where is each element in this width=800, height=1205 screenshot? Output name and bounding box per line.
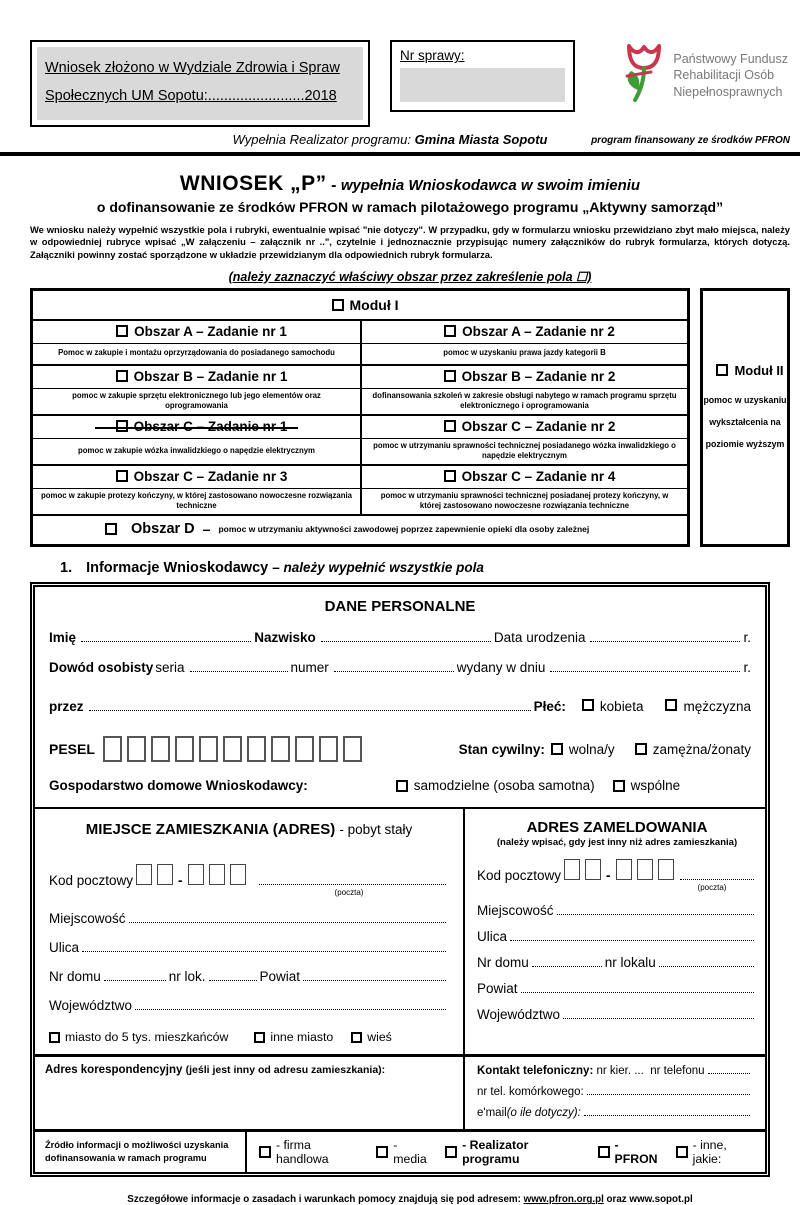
sopot-link[interactable]: www.sopot.pl: [629, 1194, 693, 1205]
registered-county-line: [477, 981, 757, 996]
issued-by-label: przez: [49, 699, 84, 715]
checkbox-sex-female[interactable]: [582, 699, 594, 711]
pesel-digit-box[interactable]: [151, 736, 170, 762]
checkbox-modul-2[interactable]: [716, 364, 728, 376]
first-name-label: Imię: [49, 630, 77, 646]
house-number-label: Nr domu: [49, 969, 101, 985]
obszar-d-dash: –: [202, 521, 211, 538]
checkbox-other-town[interactable]: [254, 1032, 265, 1043]
voivodeship-field[interactable]: [135, 999, 446, 1010]
checkbox-obszar-b1[interactable]: [116, 370, 128, 382]
postal-digit-box[interactable]: [157, 864, 173, 885]
email-field[interactable]: [584, 1107, 750, 1116]
county-label: Powiat: [477, 981, 518, 997]
county-label: Powiat: [259, 969, 301, 985]
street-label: Ulica: [49, 940, 80, 956]
obszar-d-desc: pomoc w utrzymaniu aktywności zawodowej poprzez zapewnienie opieki dla osoby zależnej: [218, 524, 590, 535]
checkbox-obszar-c3[interactable]: [116, 470, 128, 482]
obszar-b2-desc: dofinansowania szkoleń w zakresie obsługi nabytego w ramach programu sprzętu elektronicznego i oprogramowania: [360, 389, 687, 414]
id-issued-field[interactable]: [550, 661, 740, 672]
residence-header-label: MIEJSCE ZAMIESZKANIA (ADRES): [85, 821, 336, 839]
mobile-field[interactable]: [587, 1086, 750, 1095]
pesel-digit-box[interactable]: [319, 736, 338, 762]
pfron-logo: [621, 42, 790, 109]
obszar-b1-label: Obszar B – Zadanie nr 1: [133, 368, 288, 384]
cell-obszar-d: [33, 514, 687, 544]
mobile-label: nr tel. komórkowego:: [477, 1086, 584, 1099]
id-series-field[interactable]: [190, 661, 288, 672]
postal-digit-box[interactable]: [616, 859, 632, 880]
obszar-c2-desc: pomoc w utrzymaniu sprawności technicznej posiadanego wózka inwalidzkiego o napędzie elektrycznym: [360, 439, 687, 464]
phone-field[interactable]: [708, 1065, 750, 1074]
registered-street-line: [477, 929, 757, 944]
cell-obszar-c1-struck: [33, 416, 360, 438]
obszar-c4-desc: pomoc w utrzymaniu sprawności technicznej posiadanej protezy kończyny, w której zastosowano nowoczesne rozwiązania techniczne: [360, 489, 687, 514]
checkbox-obszar-a1[interactable]: [116, 325, 128, 337]
footer-note: [30, 1194, 790, 1205]
selection-note: (należy zaznaczyć właściwy obszar przez zakreślenie pola ☐): [228, 269, 592, 284]
postal-digit-box[interactable]: [637, 859, 653, 880]
checkbox-marital-married[interactable]: [635, 743, 647, 755]
case-number-label: Nr sprawy:: [400, 48, 465, 63]
form-subtitle: o dofinansowanie ze środków PFRON w ramach pilotażowego programu „Aktywny samorząd”: [96, 198, 724, 215]
residence-street-line: [49, 940, 449, 955]
postal-dash: -: [606, 868, 611, 884]
checkbox-obszar-c1[interactable]: [116, 420, 128, 432]
checkbox-obszar-b2[interactable]: [444, 370, 456, 382]
birth-date-label: Data urodzenia: [493, 630, 586, 646]
residence-address-cell: [35, 809, 463, 1054]
locality-option-other-town: inne miasto: [270, 1030, 334, 1045]
registered-house-line: [477, 955, 757, 970]
city-field[interactable]: [557, 904, 754, 915]
post-office-field[interactable]: [680, 869, 754, 880]
postal-dash: -: [178, 873, 183, 889]
last-name-field[interactable]: [321, 631, 491, 642]
source-option-realizator: - Realizator programu: [462, 1138, 529, 1167]
marital-label: Stan cywilny:: [458, 741, 545, 757]
registered-address-cell: [463, 809, 769, 1054]
checkbox-source-pfron[interactable]: [598, 1146, 610, 1158]
obszar-d-label: Obszar D: [131, 521, 195, 538]
footer-conj: oraz: [603, 1194, 630, 1205]
case-number-box: [390, 40, 575, 112]
obszar-c2-label: Obszar C – Zadanie nr 2: [461, 418, 616, 434]
table-row: [33, 319, 687, 343]
checkbox-obszar-c2[interactable]: [444, 420, 456, 432]
contact-cell: [463, 1057, 765, 1129]
cell-obszar-b1: [33, 366, 360, 388]
pesel-digit-box[interactable]: [247, 736, 266, 762]
post-office-field[interactable]: [259, 874, 446, 885]
flat-number-label: nr lok.: [168, 969, 206, 985]
first-name-field[interactable]: [81, 631, 251, 642]
personal-data-section: [35, 587, 765, 807]
obszar-a1-label: Obszar A – Zadanie nr 1: [134, 323, 287, 339]
postal-code-label: Kod pocztowy: [477, 868, 562, 884]
mobile-line: [477, 1086, 753, 1098]
flat-number-label: nr lokalu: [604, 955, 656, 971]
area-code-label: nr kier. ...: [596, 1065, 644, 1078]
tulip-icon: [621, 42, 667, 109]
postal-digit-box[interactable]: [658, 859, 674, 880]
table-row: [33, 343, 687, 364]
pesel-label: PESEL: [49, 741, 95, 758]
intro-paragraph: We wniosku należy wypełnić wszystkie pola i rubryki, ewentualnie wpisać "nie dotyczy". W przypadku, gdy w formularzu wniosku przewidziano zbyt mało miejsca, należy w odpowiedniej rubryce wpisać „W załączeniu – załącznik nr ..", czytelnie i jednoznacznie przypisując numery załączników do rubryk formularza, których dotyczą. Załączniki powinny zostać sporządzone w układzie przewidzianym dla odpowiednich rubryk formularza.: [30, 223, 790, 260]
module2-box: [700, 288, 790, 548]
obszar-a2-desc: pomoc w uzyskaniu prawa jazdy kategorii B: [360, 344, 687, 364]
obszar-b2-label: Obszar B – Zadanie nr 2: [461, 368, 616, 384]
realizator-label: Wypełnia Realizator programu:: [232, 131, 415, 147]
sex-option-female: kobieta: [599, 699, 644, 715]
voivodeship-label: Województwo: [49, 998, 133, 1014]
cell-obszar-a2: [360, 321, 687, 343]
module-selection: [30, 288, 790, 548]
pesel-digit-box[interactable]: [343, 736, 362, 762]
street-field[interactable]: [82, 941, 446, 952]
content: [0, 156, 800, 1205]
checkbox-household-shared[interactable]: [613, 780, 625, 792]
id-issued-label: wydany w dniu: [456, 660, 546, 676]
case-number-field[interactable]: [400, 68, 565, 102]
info-source-section: [35, 1129, 765, 1172]
last-name-label: Nazwisko: [254, 630, 316, 646]
table-row: [33, 464, 687, 488]
registered-header: ADRES ZAMELDOWANIA: [526, 819, 708, 837]
logo-line2: Rehabilitacji Osób: [673, 68, 775, 83]
realizator-note: [170, 132, 610, 147]
checkbox-village[interactable]: [351, 1032, 362, 1043]
correspondence-cell: [35, 1057, 463, 1129]
correspondence-contact-section: [35, 1054, 765, 1129]
realizator-value: Gmina Miasta Sopotu: [414, 131, 548, 147]
residence-house-line: [49, 969, 449, 984]
checkbox-household-single[interactable]: [396, 780, 408, 792]
checkbox-marital-single[interactable]: [551, 743, 563, 755]
cell-obszar-c3: [33, 466, 360, 488]
module2-desc: pomoc w uzyskaniu wykształcenia na poziomie wyższym: [703, 394, 787, 449]
sex-label: Płeć:: [533, 699, 566, 715]
name-line: [49, 630, 751, 645]
marital-option-single: wolna/y: [568, 741, 615, 757]
post-office-hint: (poczta): [334, 888, 364, 898]
post-office-hint: (poczta): [697, 883, 727, 893]
checkbox-source-media[interactable]: [376, 1146, 388, 1158]
postal-digit-box[interactable]: [188, 864, 204, 885]
id-number-label: numer: [290, 660, 329, 676]
flat-number-field[interactable]: [209, 970, 257, 981]
locality-option-small-town: miasto do 5 tys. mieszkańców: [65, 1030, 229, 1045]
residence-header-suffix: - pobyt stały: [339, 822, 413, 838]
postal-digit-box[interactable]: [209, 864, 225, 885]
checkbox-obszar-a2[interactable]: [444, 325, 456, 337]
table-row: [33, 414, 687, 438]
locality-type-line: [49, 1030, 449, 1044]
year-suffix: r.: [743, 630, 751, 646]
voivodeship-label: Województwo: [477, 1007, 561, 1023]
city-field[interactable]: [129, 912, 446, 923]
household-option-single: samodzielne (osoba samotna): [413, 778, 595, 794]
submission-line1: Wniosek złożono w Wydziale Zdrowia i Spraw: [45, 60, 340, 76]
correspondence-note: (jeśli jest inny od adresu zamieszkania):: [185, 1064, 386, 1077]
pesel-digit-box[interactable]: [199, 736, 218, 762]
pfron-logo-text: [673, 51, 788, 100]
applicant-info-box: [30, 582, 770, 1177]
checkbox-source-company[interactable]: [259, 1146, 271, 1158]
marital-group: [459, 742, 751, 757]
street-label: Ulica: [477, 929, 508, 945]
obszar-a2-label: Obszar A – Zadanie nr 2: [462, 323, 615, 339]
correspondence-label: Adres korespondencyjny: [45, 1064, 186, 1077]
phone-line: [477, 1065, 753, 1077]
city-label: Miejscowość: [49, 911, 126, 927]
residence-postal-line: [49, 864, 449, 888]
submission-office-box: [30, 40, 370, 127]
city-label: Miejscowość: [477, 903, 554, 919]
obszar-c3-desc: pomoc w zakupie protezy kończyny, w której zastosowano nowoczesne rozwiązania techniczne: [41, 491, 352, 511]
source-option-other: - inne, jakie:: [692, 1138, 727, 1167]
logo-line3: Niepełnosprawnych: [673, 84, 783, 99]
postal-digit-box[interactable]: [136, 864, 152, 885]
contact-label: Kontakt telefoniczny:: [477, 1065, 594, 1078]
section1-number: 1.: [60, 560, 73, 577]
cell-obszar-b2: [360, 366, 687, 388]
pesel-digit-box[interactable]: [295, 736, 314, 762]
funding-note: program finansowany ze środków PFRON: [591, 134, 790, 146]
street-field[interactable]: [510, 930, 754, 941]
postal-code-label: Kod pocztowy: [49, 873, 134, 889]
registered-subheader: (należy wpisać, gdy jest inny niż adres zamieszkania): [496, 837, 738, 849]
module2-header-label: Moduł II: [734, 362, 784, 378]
issued-by-line: [49, 699, 751, 714]
postal-digit-box[interactable]: [230, 864, 246, 885]
checkbox-small-town[interactable]: [49, 1032, 60, 1043]
module1-table: [30, 288, 690, 548]
source-option-media: - media: [393, 1138, 427, 1167]
birth-date-field[interactable]: [590, 631, 740, 642]
issued-by-field[interactable]: [89, 700, 531, 711]
county-field[interactable]: [521, 982, 754, 993]
registered-postal-line: [477, 859, 757, 883]
footer-prefix: Szczegółowe informacje o zasadach i warunkach pomocy znajdują się pod adresem:: [127, 1194, 524, 1205]
id-number-field[interactable]: [334, 661, 454, 672]
address-section: [35, 807, 765, 1054]
personal-data-header: DANE PERSONALNE: [324, 598, 476, 616]
table-row: [33, 388, 687, 414]
checkbox-sex-male[interactable]: [665, 699, 677, 711]
pesel-digit-box[interactable]: [127, 736, 146, 762]
household-label: Gospodarstwo domowe Wnioskodawcy:: [49, 778, 308, 794]
county-field[interactable]: [303, 970, 446, 981]
obszar-c1-label: Obszar C – Zadanie nr 1: [133, 418, 288, 434]
cell-obszar-a1: [33, 321, 360, 343]
residence-header: [49, 821, 449, 838]
form-title-dash: -: [331, 176, 337, 194]
registered-city-line: [477, 903, 757, 918]
locality-option-village: wieś: [367, 1030, 392, 1045]
checkbox-modul-1[interactable]: [332, 299, 344, 311]
section1-title: Informacje Wnioskodawcy: [86, 560, 269, 577]
pfron-link[interactable]: www.pfron.org.pl: [523, 1194, 604, 1205]
checkbox-obszar-d[interactable]: [105, 523, 117, 535]
module1-header-label: Moduł I: [349, 296, 399, 313]
postal-digit-box[interactable]: [585, 859, 601, 880]
postal-digit-box[interactable]: [564, 859, 580, 880]
flat-number-field[interactable]: [659, 956, 754, 967]
checkbox-source-realizator[interactable]: [445, 1146, 457, 1158]
form-title-main: WNIOSEK „P”: [179, 171, 327, 195]
pesel-digit-box[interactable]: [223, 736, 242, 762]
house-number-label: Nr domu: [477, 955, 529, 971]
submission-office-shaded: [37, 47, 363, 120]
section1-heading: [60, 560, 790, 576]
registered-voivodeship-line: [477, 1007, 757, 1022]
email-line: [477, 1107, 753, 1119]
sex-option-male: mężczyzna: [683, 699, 751, 715]
pesel-line: [49, 736, 751, 762]
section1-note: – należy wypełnić wszystkie pola: [272, 560, 484, 576]
residence-city-line: [49, 911, 449, 926]
obszar-c3-label: Obszar C – Zadanie nr 3: [133, 469, 288, 485]
form-title: [30, 172, 790, 196]
checkbox-source-other[interactable]: [676, 1146, 688, 1158]
module1-header: [33, 291, 687, 319]
table-row: [33, 438, 687, 464]
voivodeship-field[interactable]: [563, 1008, 754, 1019]
submission-line2: Społecznych UM Sopotu:........................2018: [45, 88, 337, 105]
form-title-note: wypełnia Wnioskodawca w swoim imieniu: [340, 176, 641, 194]
module2-header: [706, 363, 783, 378]
pesel-digit-box[interactable]: [103, 736, 122, 762]
logo-line1: Państwowy Fundusz: [673, 52, 788, 67]
cell-obszar-c4: [360, 466, 687, 488]
id-series-label: seria: [155, 660, 185, 676]
info-source-label: Źródło informacji o możliwości uzyskania dofinansowania w ramach programu: [35, 1132, 247, 1172]
subheader: [0, 132, 800, 150]
obszar-c4-label: Obszar C – Zadanie nr 4: [461, 469, 616, 485]
email-note: (o ile dotyczy):: [506, 1107, 581, 1120]
pesel-boxes: [103, 736, 362, 762]
household-option-shared: wspólne: [630, 778, 681, 794]
household-line: [49, 778, 751, 793]
checkbox-obszar-c4[interactable]: [444, 470, 456, 482]
obszar-a1-desc: Pomoc w zakupie i montażu oprzyrządowania do posiadanego samochodu: [58, 348, 335, 358]
id-document-line: [49, 660, 751, 675]
cell-obszar-c2: [360, 416, 687, 438]
source-option-pfron: - PFRON: [614, 1138, 658, 1167]
year-suffix: r.: [743, 660, 751, 676]
marital-option-married: zamężna/żonaty: [652, 741, 751, 757]
table-row: [33, 488, 687, 514]
info-source-options: [247, 1132, 765, 1172]
residence-voivodeship-line: [49, 998, 449, 1013]
house-number-field[interactable]: [104, 970, 166, 981]
phone-label: nr telefonu: [650, 1065, 705, 1078]
source-option-company: - firma handlowa: [276, 1138, 329, 1167]
id-label: Dowód osobisty: [49, 660, 154, 676]
table-row: [33, 364, 687, 388]
email-label: e'mail: [477, 1107, 507, 1120]
pesel-digit-box[interactable]: [271, 736, 290, 762]
obszar-b1-desc: pomoc w zakupie sprzętu elektronicznego lub jego elementów oraz oprogramowania: [72, 390, 321, 410]
obszar-c1-desc: pomoc w zakupie wózka inwalidzkiego o napędzie elektrycznym: [77, 445, 315, 455]
house-number-field[interactable]: [532, 956, 602, 967]
pesel-digit-box[interactable]: [175, 736, 194, 762]
header: [0, 0, 800, 127]
